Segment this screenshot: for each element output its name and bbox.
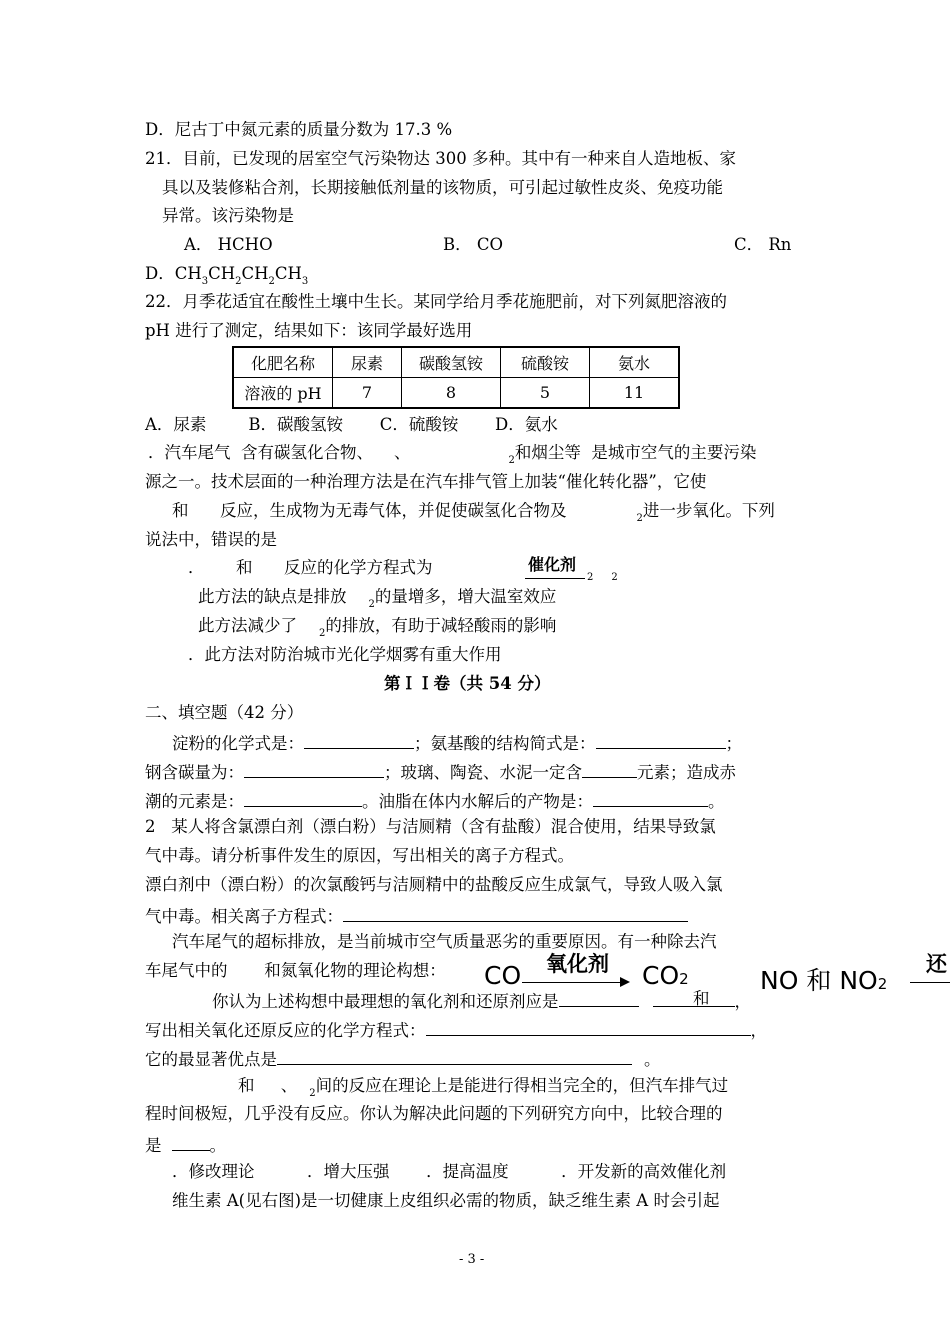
answer-blank[interactable] [593, 789, 708, 807]
q21-stem-line3: 异常。该污染物是 [162, 206, 294, 225]
q23-option-3: 此方法减少了 $_2$的排放，有助于减轻酸雨的影响 [198, 616, 557, 639]
table-header-row [233, 347, 679, 378]
q25-line1: 2 某人将含氯漂白剂（漂白粉）与洁厕精（含有盐酸）混合使用，结果导致氯 [145, 817, 716, 836]
q23-line1: ．汽车尾气 含有碳氢化合物、 、 $_2$和烟尘等 是城市空气的主要污染 [148, 443, 757, 466]
table-cell: 化肥名称 [233, 347, 333, 378]
q26-line8: 是 。 [145, 1133, 226, 1156]
table-cell: 溶液的 pH [233, 378, 333, 409]
q26-line1: 汽车尾气的超标排放，是当前城市空气质量恶劣的重要原因。有一种除去汽 [172, 932, 717, 951]
answer-blank[interactable] [343, 904, 688, 922]
q22-stem-line1: 22．月季花适宜在酸性土壤中生长。某同学给月季花施肥前，对下列氮肥溶液的 [145, 292, 727, 311]
catalyst-label: 催化剂 [528, 555, 577, 574]
scheme-co2: CO2 [642, 961, 689, 990]
page-number: - 3 - [459, 1252, 485, 1267]
q23-option-4: ．此方法对防治城市光化学烟雾有重大作用 [188, 645, 502, 664]
answer-blank[interactable] [559, 989, 639, 1007]
section-title: 二、填空题（42 分） [145, 703, 304, 722]
q24-line2: 钢含碳量为： ；玻璃、陶瓷、水泥一定含 元素；造成赤 [145, 760, 736, 783]
q26-line6: 和 、 $_2$间的反应在理论上是能进行得相当完全的，但汽车排气过 [238, 1076, 729, 1099]
q21-stem-line1: 21．目前，已发现的居室空气污染物达 300 多种。其中有一种来自人造地板、家 [145, 149, 736, 168]
q23-option-1-sub: 2 2 [587, 572, 618, 583]
q26-line5: 它的最显著优点是 。 [145, 1047, 661, 1070]
q25-line4: 气中毒。相关离子方程式： [145, 904, 688, 927]
table-cell: 碳酸氢铵 [402, 347, 501, 378]
table-cell: 氨水 [590, 347, 680, 378]
q23-option-2: 此方法的缺点是排放 $_2$的量增多，增大温室效应 [198, 587, 557, 610]
q26-options: ．修改理论 ．增大压强 ．提高温度 ．开发新的高效催化剂 [172, 1162, 727, 1181]
answer-blank[interactable] [304, 731, 414, 749]
answer-blank[interactable] [582, 760, 637, 778]
part2-title: 第ＩＩ卷（共 54 分） [384, 674, 551, 693]
answer-blank[interactable] [277, 1047, 632, 1065]
q20-option-d: D．尼古丁中氮元素的质量分数为 17.3 % [145, 120, 453, 139]
answer-blank[interactable] [172, 1133, 210, 1151]
q23-line4: 说法中，错误的是 [145, 530, 277, 549]
answer-blank[interactable] [244, 760, 384, 778]
fertilizer-ph-table [232, 346, 680, 409]
q27-line1: 维生素 A(见右图)是一切健康上皮组织必需的物质，缺乏维生素 A 时会引起 [172, 1191, 720, 1210]
answer-blank[interactable] [596, 731, 726, 749]
scheme-reductant-label: 还 [926, 952, 947, 976]
q21-stem-line2: 具以及装修粘合剂，长期接触低剂量的该物质，可引起过敏性皮炎、免疫功能 [162, 178, 723, 197]
table-cell: 7 [333, 378, 402, 409]
scheme-oxidant-label: 氧化剂 [546, 952, 609, 976]
q26-line2: 车尾气中的 和氮氧化物的理论构想： [145, 961, 446, 980]
answer-blank[interactable] [653, 989, 735, 1007]
scheme-co: CO [484, 961, 522, 990]
table-cell: 尿素 [333, 347, 402, 378]
q23-line2: 源之一。技术层面的一种治理方法是在汽车排气管上加装“催化转化器”，它使 [145, 472, 707, 491]
q23-option-1: ． 和 反应的化学方程式为 [188, 558, 433, 577]
q22-stem-line2: pH 进行了测定，结果如下：该同学最好选用 [145, 321, 473, 340]
table-cell: 5 [501, 378, 590, 409]
q26-line4: 写出相关氧化还原反应的化学方程式： ， [145, 1018, 767, 1041]
answer-blank[interactable] [244, 789, 362, 807]
table-row [233, 378, 679, 409]
q21-option-d: D．$CH_3CH_2CH_2CH_3$ [145, 264, 309, 287]
q23-line3: 和 反应，生成物为无毒气体，并促使碳氢化合物及 $_2$进一步氧化。下列 [172, 501, 775, 524]
scheme-arrow-2 [910, 982, 950, 983]
table-cell: 硫酸铵 [501, 347, 590, 378]
q24-line1: 淀粉的化学式是： ；氨基酸的结构简式是： ； [172, 731, 742, 754]
table-cell: 11 [590, 378, 680, 409]
q25-line3: 漂白剂中（漂白粉）的次氯酸钙与洁厕精中的盐酸反应生成氯气，导致人吸入氯 [145, 875, 723, 894]
q21-option-c: C． Rn [734, 235, 792, 254]
q22-options: A．尿素 B．碳酸氢铵 C．硫酸铵 D．氨水 [145, 415, 558, 434]
catalyst-arrow [525, 578, 585, 579]
q26-line7: 程时间极短，几乎没有反应。你认为解决此问题的下列研究方向中，比较合理的 [145, 1104, 723, 1123]
scheme-arrowhead [620, 977, 630, 987]
scheme-and: 和 [693, 989, 710, 1008]
scheme-no: NO 和 NO2 [760, 966, 888, 995]
q21-option-a: A． HCHO [184, 235, 273, 254]
q24-line3: 潮的元素是： 。油脂在体内水解后的产物是： 。 [145, 789, 725, 812]
q26-line3: 你认为上述构想中最理想的氧化剂和还原剂应是 ， [212, 989, 751, 1012]
q21-option-b: B． CO [443, 235, 504, 254]
q25-line2: 气中毒。请分析事件发生的原因，写出相关的离子方程式。 [145, 846, 574, 865]
answer-blank[interactable] [426, 1018, 751, 1036]
table-cell: 8 [402, 378, 501, 409]
scheme-arrow [522, 982, 622, 983]
